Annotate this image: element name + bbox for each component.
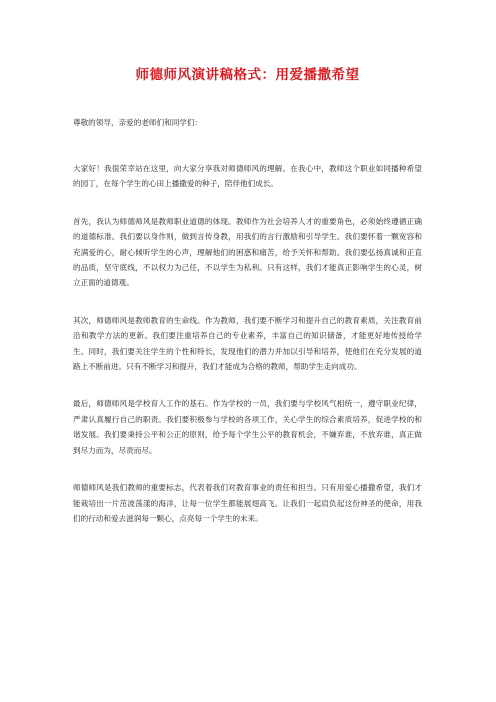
paragraph-third-point: 最后，师德师风是学校育人工作的基石。作为学校的一员，我们要与学校风气相统一，遵守职业纪律，严肃认真履行自己的职责。我们要积极参与学校的各项工作，关心学生的综合素质培养，促进学校的和谐发展。我们要秉持公平和公正的原则，给予每个学生公平的教育机会，不嫌弃谁，不放弃谁，真正做到尽力而为，尽责而尽。	[73, 399, 422, 455]
paragraph-conclusion: 师德师风是我们教师的重要标志，代表着我们对教育事业的责任和担当。只有用爱心播撒希望，我们才能栽培出一片茁波荡漾的海洋，让每一位学生都能展翅高飞。让我们一起肩负起这份神圣的使命，用我们的行动和爱去滋润每一颗心，点亮每一个学生的未来。	[73, 483, 422, 523]
paragraph-first-point: 首先，我认为师德师风是教师职业道德的体现。教师作为社会培养人才的重要角色，必须始终遵循正确的道德标准。我们要以身作则，做到言传身教，用我们的言行激励和引导学生。我们要怀着一颗宽容和充满爱的心，耐心倾听学生的心声，理解他们的困惑和痛苦，给予关怀和帮助。我们要弘扬真诚和正直的品质，坚守底线，不以权力为己任，不以学生为私利。只有这样，我们才能真正影响学生的心灵，树立正面的道德观。	[73, 216, 422, 288]
paragraph-greeting: 大家好！我很荣幸站在这里，向大家分享我对师德师风的理解。在我心中，教师这个职业如同播种希望的园丁，在每个学生的心田上播撒爱的种子，陪伴他们成长。	[73, 164, 422, 189]
salutation: 尊敬的领导，亲爱的老师们和同学们：	[73, 118, 203, 127]
document-title: 师德师风演讲稿格式：用爱播撒希望	[135, 67, 360, 83]
paragraph-second-point: 其次，师德师风是教师教育的生命线。作为教师，我们要不断学习和提升自己的教育素质，关注教育前沿和教学方法的更新。我们要注重培养自己的专业素养，丰富自己的知识储备，才能更好地传授给学生。同时，我们要关注学生的个性和特长，发现他们的潜力并加以引导和培养，使他们在充分发展的道路上不断前进。只有不断学习和提升，我们才能成为合格的教师，帮助学生走向成功。	[73, 315, 422, 372]
